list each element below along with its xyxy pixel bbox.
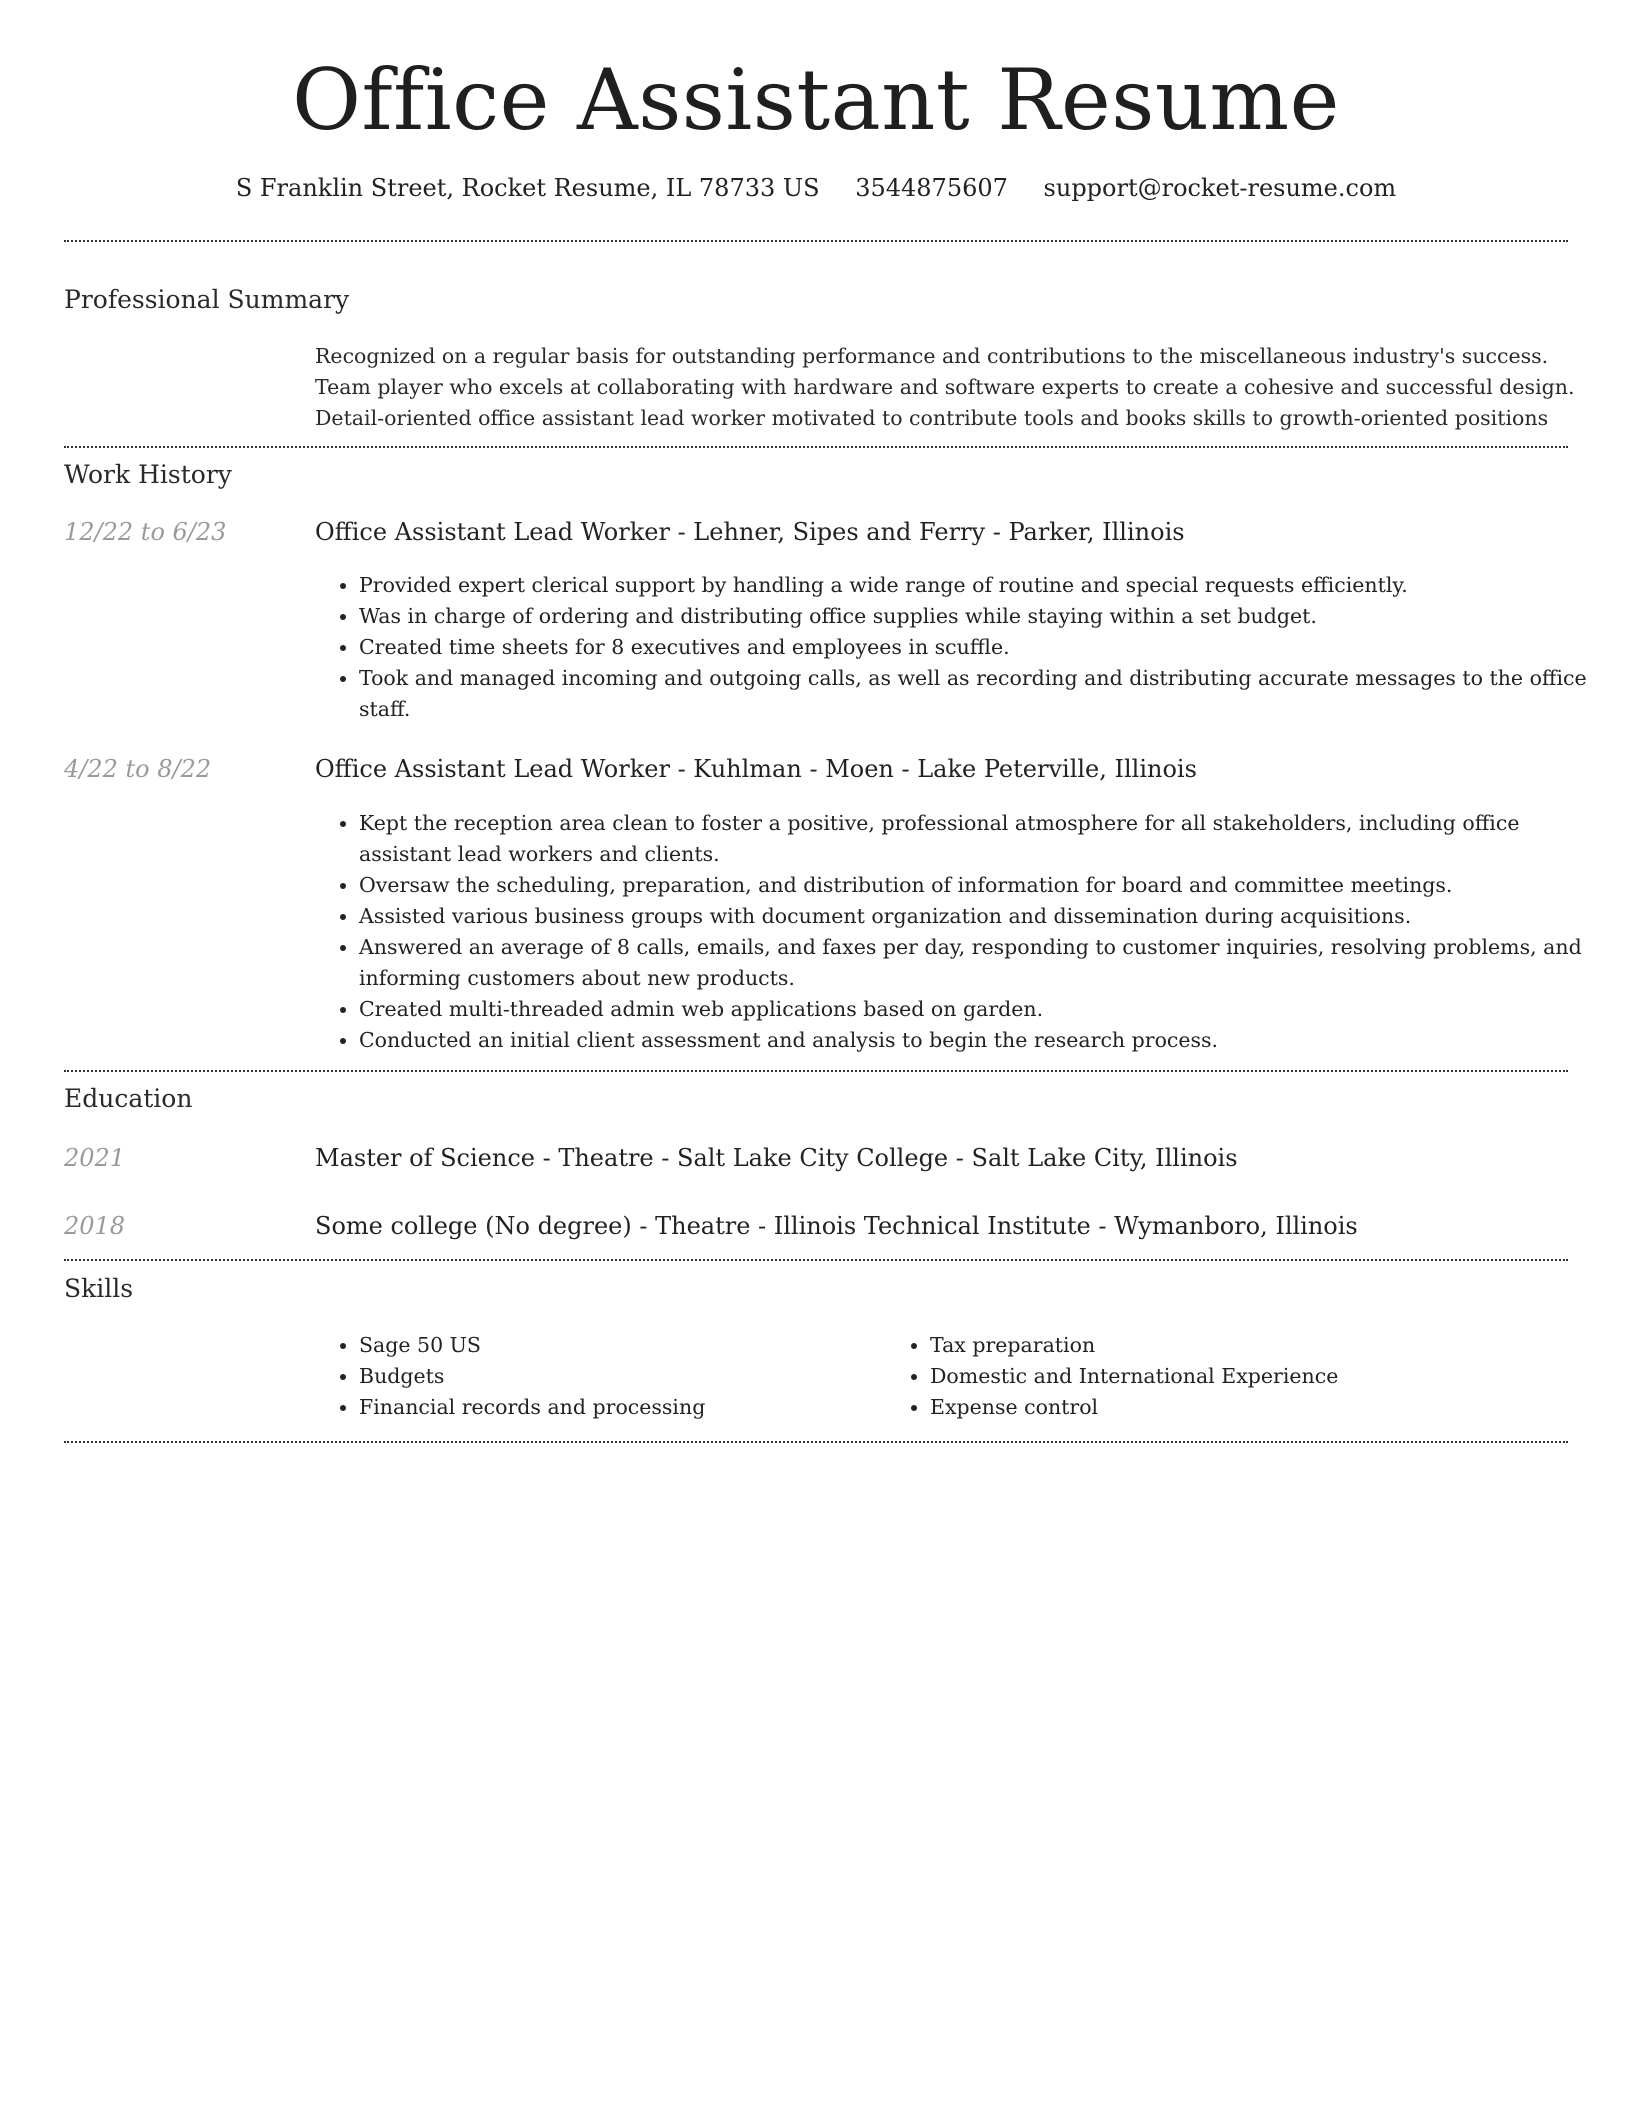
work-history-heading: Work History (64, 460, 232, 489)
section-divider (64, 1070, 1568, 1072)
contact-address: S Franklin Street, Rocket Resume, IL 78733 US (235, 174, 820, 202)
job-dates: 12/22 to 6/23 (64, 518, 227, 546)
section-divider (64, 1259, 1568, 1261)
summary-line: Team player who excels at collaborating with hardware and software experts to create a cohesive and successful design. (315, 375, 1575, 399)
job-title: Office Assistant Lead Worker - Kuhlman - Moen - Lake Peterville, Illinois (315, 755, 1197, 783)
skills-column-left (315, 1330, 886, 1423)
list-item: • Provided expert clerical support by handling a wide range of routine and special requests efficiently. (359, 570, 1609, 601)
education-heading: Education (64, 1084, 193, 1113)
section-divider (64, 446, 1568, 448)
education-detail: Master of Science - Theatre - Salt Lake City College - Salt Lake City, Illinois (315, 1144, 1238, 1172)
list-item: • Oversaw the scheduling, preparation, and distribution of information for board and committee meetings. (359, 870, 1609, 901)
list-item: • Expense control (930, 1392, 1457, 1423)
education-year: 2021 (64, 1144, 126, 1172)
education-detail: Some college (No degree) - Theatre - Illinois Technical Institute - Wymanboro, Illinois (315, 1212, 1358, 1240)
skills-list (315, 1330, 1565, 1423)
list-item: • Assisted various business groups with document organization and dissemination during acquisitions. (359, 901, 1609, 932)
summary-text (315, 341, 1575, 434)
contact-phone: 3544875607 (855, 174, 1008, 202)
contact-email: support@rocket-resume.com (1043, 174, 1397, 202)
skills-column-right (886, 1330, 1457, 1423)
summary-heading: Professional Summary (64, 285, 350, 314)
summary-line: Detail-oriented office assistant lead worker motivated to contribute tools and books skills to growth-oriented positions (315, 406, 1549, 430)
contact-line (0, 170, 1632, 206)
job-dates: 4/22 to 8/22 (64, 755, 212, 783)
list-item: • Conducted an initial client assessment and analysis to begin the research process. (359, 1025, 1609, 1056)
list-item: • Domestic and International Experience (930, 1361, 1457, 1392)
list-item: • Created multi-threaded admin web applications based on garden. (359, 994, 1609, 1025)
page-title: Office Assistant Resume (292, 51, 1340, 149)
list-item: • Kept the reception area clean to foster a positive, professional atmosphere for all stakeholders, including office assistant lead workers and clients. (359, 808, 1609, 870)
list-item: • Was in charge of ordering and distributing office supplies while staying within a set budget. (359, 601, 1609, 632)
section-divider (64, 1441, 1568, 1443)
job-title: Office Assistant Lead Worker - Lehner, Sipes and Ferry - Parker, Illinois (315, 518, 1185, 546)
list-item: • Sage 50 US (359, 1330, 886, 1361)
list-item: • Answered an average of 8 calls, emails, and faxes per day, responding to customer inquiries, resolving problems, and informing customers about new products. (359, 932, 1609, 994)
summary-line: Recognized on a regular basis for outstanding performance and contributions to the miscellaneous industry's success. (315, 344, 1549, 368)
list-item: • Budgets (359, 1361, 886, 1392)
list-item: • Financial records and processing (359, 1392, 886, 1423)
list-item: • Created time sheets for 8 executives and employees in scuffle. (359, 632, 1609, 663)
section-divider (64, 240, 1568, 242)
job-bullets (315, 570, 1609, 725)
list-item: • Took and managed incoming and outgoing calls, as well as recording and distributing accurate messages to the office staff. (359, 663, 1609, 725)
education-year: 2018 (64, 1212, 126, 1240)
job-bullets (315, 808, 1609, 1056)
list-item: • Tax preparation (930, 1330, 1457, 1361)
skills-heading: Skills (64, 1274, 134, 1303)
